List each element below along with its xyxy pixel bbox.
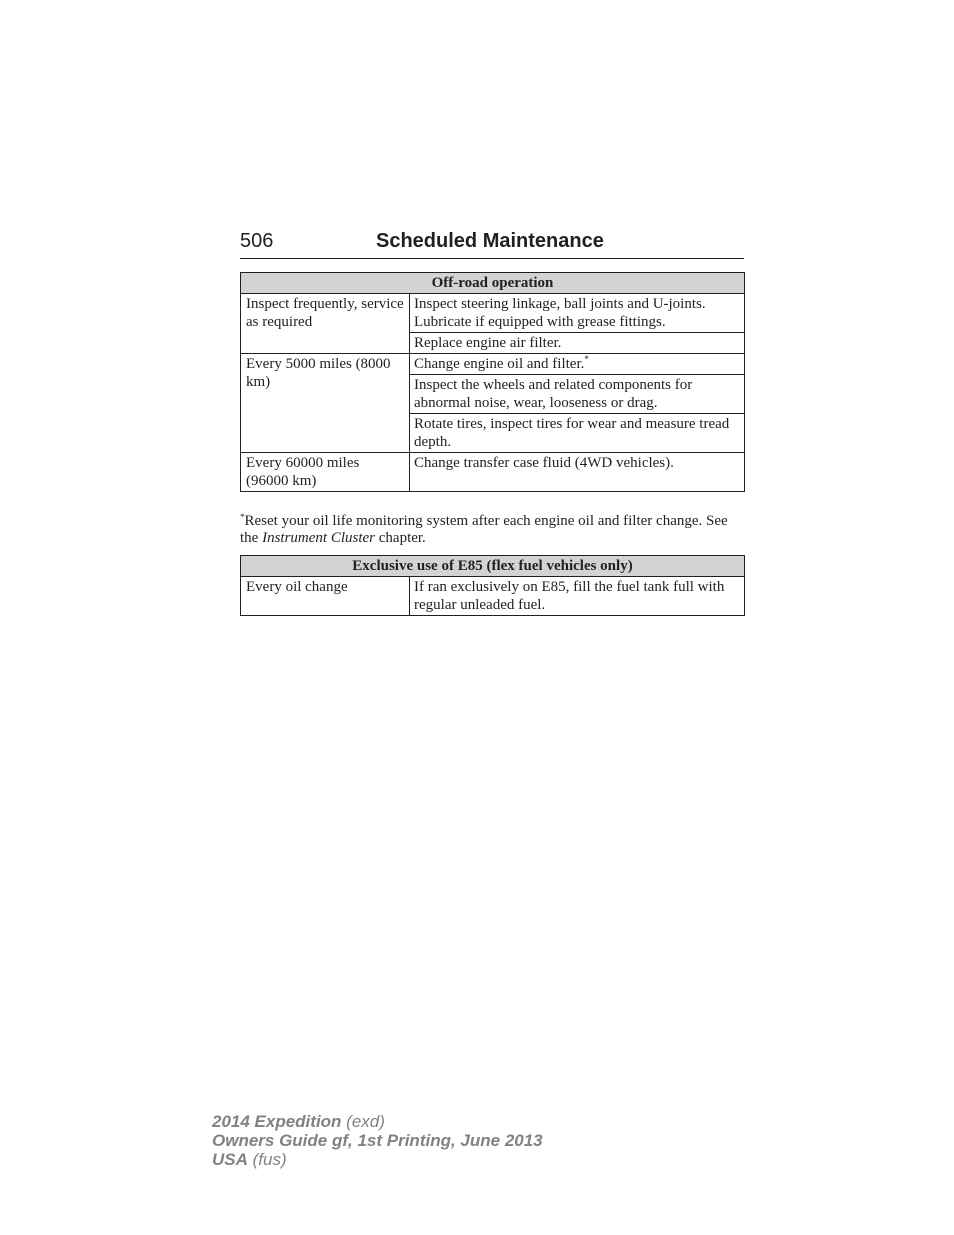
table-row xyxy=(241,577,745,616)
task-cell: If ran exclusively on E85, fill the fuel tank full with regular unleaded fuel. xyxy=(410,577,745,616)
table-row xyxy=(241,453,745,492)
task-cell: Inspect the wheels and related components for abnormal noise, wear, looseness or drag. xyxy=(410,375,745,414)
footnote-text-before: Reset your oil life monitoring system after each engine oil and filter change. See the xyxy=(240,513,728,546)
table-heading: Off-road operation xyxy=(241,273,745,294)
page-number: 506 xyxy=(240,230,274,252)
task-cell: Rotate tires, inspect tires for wear and measure tread depth. xyxy=(410,414,745,453)
interval-cell: Every 5000 miles (8000 km) xyxy=(241,354,410,453)
footer-model: 2014 Expedition xyxy=(212,1112,342,1131)
table-row xyxy=(241,354,745,375)
footnote-marker: * xyxy=(240,512,245,522)
task-cell: Inspect steering linkage, ball joints and U-joints. Lubricate if equipped with grease fittings. xyxy=(410,294,745,333)
table-heading: Exclusive use of E85 (flex fuel vehicles only) xyxy=(241,556,745,577)
footer-market: USA xyxy=(212,1150,248,1169)
interval-cell: Inspect frequently, service as required xyxy=(241,294,410,354)
footnote-marker: * xyxy=(584,354,589,364)
footnote-text-after: chapter. xyxy=(375,530,426,546)
page-footer xyxy=(212,1112,543,1169)
interval-cell: Every oil change xyxy=(241,577,410,616)
e85-maintenance-table xyxy=(240,555,745,616)
page-title: Scheduled Maintenance xyxy=(376,230,604,252)
page-header xyxy=(240,228,744,259)
interval-cell: Every 60000 miles (96000 km) xyxy=(241,453,410,492)
table-row xyxy=(241,294,745,333)
task-cell xyxy=(410,354,745,375)
footnote xyxy=(240,513,744,547)
task-cell: Change transfer case fluid (4WD vehicles). xyxy=(410,453,745,492)
footer-line xyxy=(212,1131,543,1150)
chapter-reference: Instrument Cluster xyxy=(262,530,375,546)
off-road-maintenance-table xyxy=(240,272,745,492)
footer-model-code: (exd) xyxy=(341,1112,385,1131)
footer-line xyxy=(212,1112,543,1131)
footer-market-code: (fus) xyxy=(247,1150,287,1169)
task-cell: Replace engine air filter. xyxy=(410,333,745,354)
footer-printing: Owners Guide gf, 1st Printing, June 2013 xyxy=(212,1131,543,1150)
footer-line xyxy=(212,1150,543,1169)
task-text: Change engine oil and filter. xyxy=(414,356,585,372)
